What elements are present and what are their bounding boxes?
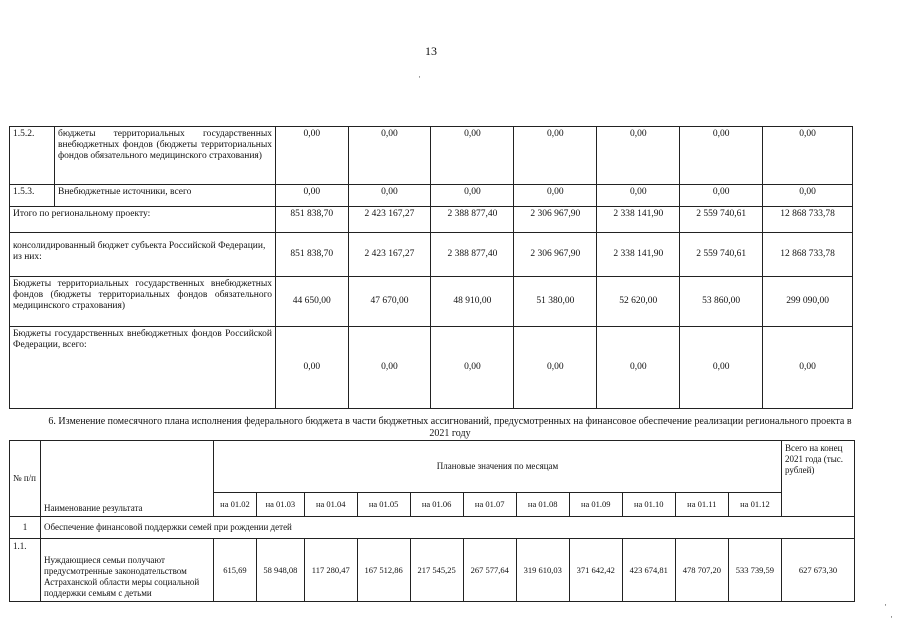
- value-cell: 0,00: [514, 327, 597, 409]
- value-cell: 2 306 967,90: [514, 233, 597, 277]
- header-num: № п/п: [10, 441, 41, 517]
- monthly-plan-table: [9, 440, 855, 602]
- value-cell: 2 338 141,90: [597, 207, 680, 233]
- value-cell: 58 948,08: [256, 539, 304, 602]
- value-cell: 2 423 167,27: [348, 233, 431, 277]
- value-cell: 117 280,47: [304, 539, 357, 602]
- scan-mark: ·: [418, 72, 421, 82]
- value-cell: 52 620,00: [597, 277, 680, 327]
- header-name: Наименование результата: [41, 441, 214, 517]
- row-number: 1.5.2.: [10, 127, 55, 185]
- header-group: Плановые значения по месяцам: [214, 441, 782, 493]
- table-row: [10, 207, 853, 233]
- regional-budget-table: [9, 126, 853, 409]
- value-cell: 533 739,59: [728, 539, 781, 602]
- table-row: [10, 233, 853, 277]
- month-header: на 01.06: [410, 493, 463, 517]
- value-cell: 2 388 877,40: [431, 207, 514, 233]
- value-cell: 0,00: [680, 127, 763, 185]
- value-cell: 267 577,64: [463, 539, 516, 602]
- value-cell: 0,00: [348, 327, 431, 409]
- value-cell: 2 306 967,90: [514, 207, 597, 233]
- value-cell: 2 338 141,90: [597, 233, 680, 277]
- value-cell: 423 674,81: [622, 539, 675, 602]
- month-header: на 01.08: [516, 493, 569, 517]
- value-cell: 0,00: [514, 127, 597, 185]
- value-cell: 371 642,42: [569, 539, 622, 602]
- row-name: Внебюджетные источники, всего: [55, 185, 276, 207]
- value-cell: 478 707,20: [675, 539, 728, 602]
- table-row: [10, 277, 853, 327]
- value-cell: 0,00: [680, 185, 763, 207]
- value-cell: 48 910,00: [431, 277, 514, 327]
- value-cell: 0,00: [597, 185, 680, 207]
- page-number: 13: [425, 44, 437, 58]
- value-cell: 51 380,00: [514, 277, 597, 327]
- month-header: на 01.04: [304, 493, 357, 517]
- month-header: на 01.05: [357, 493, 410, 517]
- value-cell: 0,00: [514, 185, 597, 207]
- section-title: Обеспечение финансовой поддержки семей при рождении детей: [41, 517, 855, 539]
- month-header: на 01.12: [728, 493, 781, 517]
- value-cell: 0,00: [763, 127, 853, 185]
- value-cell: 12 868 733,78: [763, 233, 853, 277]
- value-cell: 0,00: [763, 327, 853, 409]
- value-cell: 12 868 733,78: [763, 207, 853, 233]
- value-cell: 851 838,70: [276, 207, 349, 233]
- value-cell: 0,00: [680, 327, 763, 409]
- month-header: на 01.09: [569, 493, 622, 517]
- value-cell: 0,00: [763, 185, 853, 207]
- value-cell: 53 860,00: [680, 277, 763, 327]
- value-cell: 2 423 167,27: [348, 207, 431, 233]
- table-row: [10, 127, 853, 185]
- month-header: на 01.03: [256, 493, 304, 517]
- header-total: Всего на конец 2021 года (тыс. рублей): [782, 441, 855, 517]
- value-cell: 851 838,70: [276, 233, 349, 277]
- row-number: 1.5.3.: [10, 185, 55, 207]
- value-cell: 0,00: [597, 327, 680, 409]
- row-name: Бюджеты территориальных государственных внебюджетных фондов (бюджеты территориальных фондов обязательного медицинского страхования): [10, 277, 276, 327]
- value-cell: 0,00: [431, 327, 514, 409]
- scan-mark: ·: [890, 612, 893, 622]
- value-cell: 44 650,00: [276, 277, 349, 327]
- table-row: [10, 185, 853, 207]
- value-cell: 167 512,86: [357, 539, 410, 602]
- value-cell: 0,00: [348, 185, 431, 207]
- value-cell: 0,00: [276, 127, 349, 185]
- value-cell: 0,00: [276, 185, 349, 207]
- section-num: 1: [10, 517, 41, 539]
- value-cell: 217 545,25: [410, 539, 463, 602]
- row-name: бюджеты территориальных государственных внебюджетных фондов (бюджеты территориальных фондов обязательного медицинского страхования): [55, 127, 276, 185]
- row-name: Бюджеты государственных внебюджетных фондов Российской Федерации, всего:: [10, 327, 276, 409]
- row-name: консолидированный бюджет субъекта Российской Федерации, из них:: [10, 233, 276, 277]
- row-number: 1.1.: [10, 539, 41, 602]
- value-cell: 47 670,00: [348, 277, 431, 327]
- value-cell: 2 559 740,61: [680, 233, 763, 277]
- month-header: на 01.11: [675, 493, 728, 517]
- value-cell: 615,69: [214, 539, 257, 602]
- value-cell: 319 610,03: [516, 539, 569, 602]
- value-cell: 0,00: [597, 127, 680, 185]
- value-cell: 299 090,00: [763, 277, 853, 327]
- section-caption: 6. Изменение помесячного плана исполнения федерального бюджета в части бюджетных ассигнований, предусмотренных на финансовое обеспечение реализации регионального проекта в 2021 году: [48, 416, 852, 439]
- value-cell: 0,00: [348, 127, 431, 185]
- scan-mark: ·: [884, 600, 887, 610]
- month-header: на 01.02: [214, 493, 257, 517]
- value-cell: 0,00: [276, 327, 349, 409]
- month-header: на 01.10: [622, 493, 675, 517]
- row-name: Итого по региональному проекту:: [10, 207, 276, 233]
- value-cell: 0,00: [431, 185, 514, 207]
- section-row: [10, 517, 855, 539]
- table-row: [10, 327, 853, 409]
- total-cell: 627 673,30: [782, 539, 855, 602]
- value-cell: 0,00: [431, 127, 514, 185]
- row-name: Нуждающиеся семьи получают предусмотренные законодательством Астраханской области меры социальной поддержки семьям с детьми: [41, 539, 214, 602]
- value-cell: 2 388 877,40: [431, 233, 514, 277]
- table-header-row: [10, 441, 855, 493]
- value-cell: 2 559 740,61: [680, 207, 763, 233]
- month-header: на 01.07: [463, 493, 516, 517]
- table-row: [10, 539, 855, 602]
